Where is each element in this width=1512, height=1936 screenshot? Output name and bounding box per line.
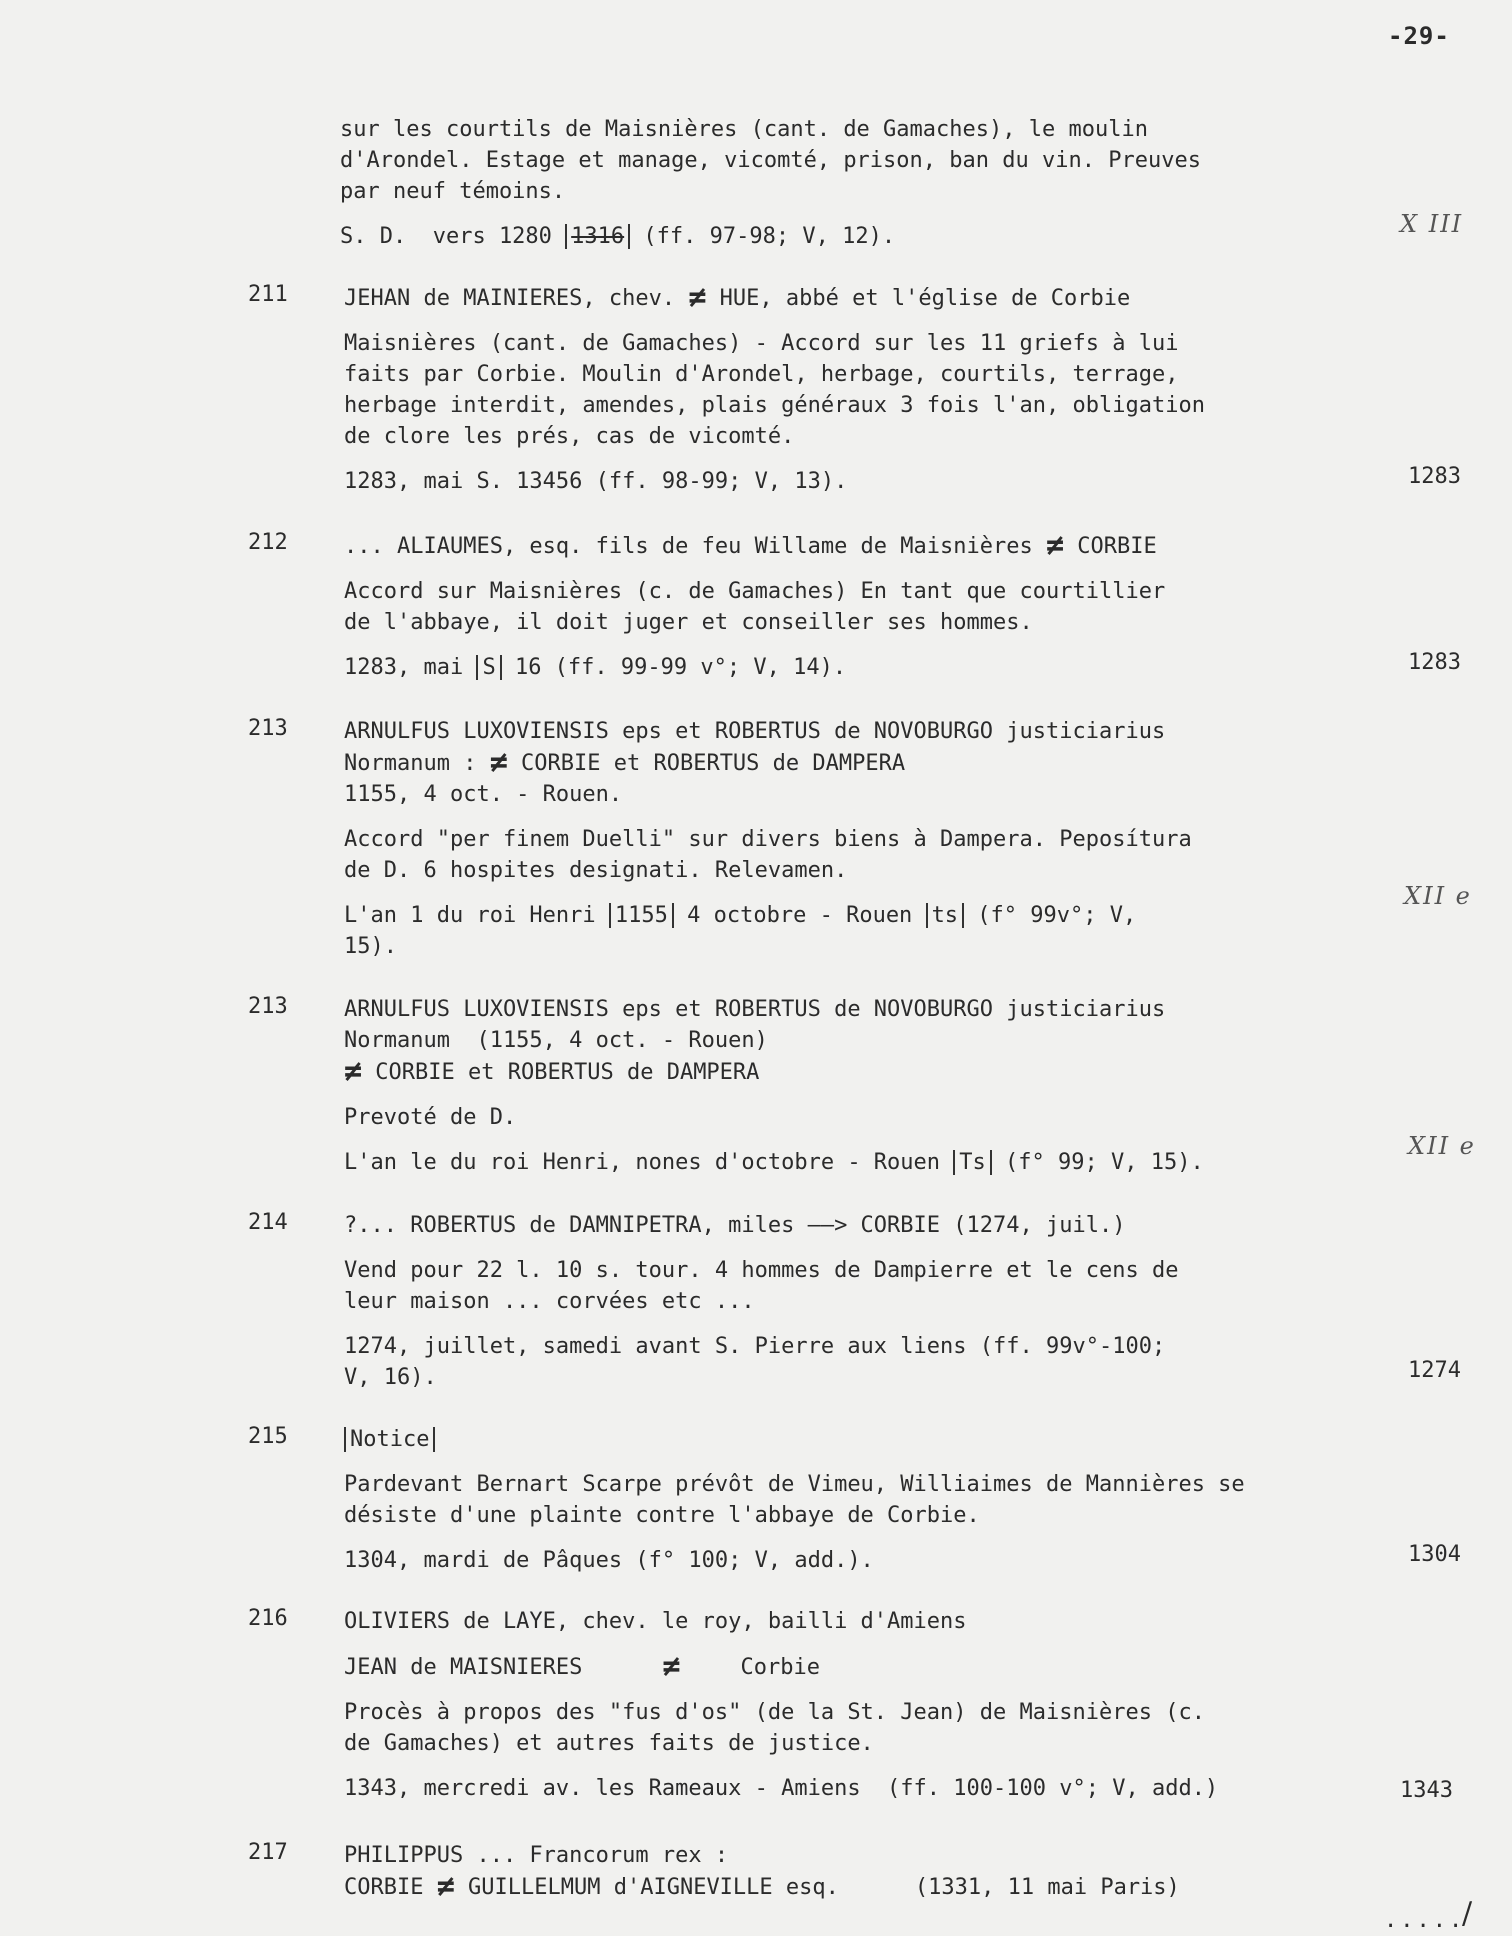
- margin-note: XII e: [1404, 882, 1472, 910]
- entry-heading: ARNULFUS LUXOVIENSIS eps et ROBERTUS de NOVOBURGO justiciarius: [344, 997, 1166, 1022]
- text-line: Procès à propos des "fus d'os" (de la St. Jean) de Maisnières (c.: [344, 1700, 1205, 1725]
- entry-heading: OLIVIERS de LAYE, chev. le roy, bailli d'Amiens: [344, 1609, 967, 1634]
- entry-heading: PHILIPPUS ... Francorum rex :: [344, 1843, 729, 1868]
- text-line: par neuf témoins.: [340, 179, 566, 204]
- entry-heading: Normanum (1155, 4 oct. - Rouen): [344, 1028, 768, 1053]
- entry-number: 217: [248, 1840, 288, 1865]
- entry-date: 1343, mercredi av. les Rameaux - Amiens (ff. 100-100 v°; V, add.): [344, 1776, 1219, 1801]
- text-line: Vend pour 22 l. 10 s. tour. 4 hommes de Dampierre et le cens de: [344, 1258, 1179, 1283]
- entry-number: 213: [248, 994, 288, 1019]
- entry-date: S. D. vers 1280 1316 (ff. 97-98; V, 12).: [340, 224, 896, 249]
- text-line: Accord "per finem Duelli" sur divers biens à Dampera. Peposítura: [344, 827, 1192, 852]
- text-line: de l'abbaye, il doit juger et conseiller ses hommes.: [344, 610, 1033, 635]
- margin-year: 1343: [1400, 1778, 1453, 1803]
- text-line: d'Arondel. Estage et manage, vicomté, prison, ban du vin. Preuves: [340, 148, 1201, 173]
- margin-note: XII e: [1408, 1132, 1476, 1160]
- entry-date: 1283, mai S. 13456 (ff. 98-99; V, 13).: [344, 469, 848, 494]
- entry-number: 211: [248, 282, 288, 307]
- text-line: Accord sur Maisnières (c. de Gamaches) En tant que courtillier: [344, 579, 1166, 604]
- entry-heading: ARNULFUS LUXOVIENSIS eps et ROBERTUS de NOVOBURGO justiciarius: [344, 719, 1166, 744]
- entry-heading: Notice: [344, 1424, 1364, 1455]
- entry-number: 212: [248, 530, 288, 555]
- entry-heading: ≠ CORBIE et ROBERTUS de DAMPERA: [344, 1054, 760, 1089]
- text-line: de D. 6 hospites designati. Relevamen.: [344, 858, 848, 883]
- entry-heading: Normanum : ≠ CORBIE et ROBERTUS de DAMPERA: [344, 745, 906, 780]
- text-line: sur les courtils de Maisnières (cant. de Gamaches), le moulin: [340, 117, 1148, 142]
- entry-heading: ... ALIAUMES, esq. fils de feu Willame de Maisnières ≠ CORBIE: [344, 528, 1157, 563]
- text-line: désiste d'une plainte contre l'abbaye de Corbie.: [344, 1503, 980, 1528]
- margin-note: X III: [1400, 210, 1464, 238]
- entry-date: V, 16).: [344, 1365, 437, 1390]
- entry-date: 1274, juillet, samedi avant S. Pierre aux liens (ff. 99v°-100;: [344, 1334, 1166, 1359]
- entry-heading: 1155, 4 oct. - Rouen.: [344, 782, 623, 807]
- margin-year: 1274: [1408, 1358, 1461, 1383]
- text-line: Prevoté de D.: [344, 1105, 517, 1130]
- text-line: Pardevant Bernart Scarpe prévôt de Vimeu, Williaimes de Mannières se: [344, 1472, 1245, 1497]
- continuation-slash: /: [1462, 1896, 1473, 1931]
- entry-number: 216: [248, 1606, 288, 1631]
- text-line: herbage interdit, amendes, plais généraux 3 fois l'an, obligation: [344, 393, 1205, 418]
- entry-number: 214: [248, 1210, 288, 1235]
- text-line: faits par Corbie. Moulin d'Arondel, herbage, courtils, terrage,: [344, 362, 1179, 387]
- entry-date: L'an 1 du roi Henri 1155 4 octobre - Rouen ts (f° 99v°; V,: [344, 903, 1137, 928]
- entry-heading: CORBIE ≠ GUILLELMUM d'AIGNEVILLE esq. (1331, 11 mai Paris): [344, 1869, 1180, 1904]
- entry-date: 15).: [344, 934, 397, 959]
- entry-date: L'an le du roi Henri, nones d'octobre - Rouen Ts (f° 99; V, 15).: [344, 1150, 1204, 1175]
- text-line: leur maison ... corvées etc ...: [344, 1289, 755, 1314]
- entry-heading: JEAN de MAISNIERES ≠ Corbie: [344, 1649, 820, 1684]
- page-number: -29-: [1388, 22, 1450, 50]
- text-line: de clore les prés, cas de vicomté.: [344, 424, 795, 449]
- entry-date: 1283, mai S 16 (ff. 99-99 v°; V, 14).: [344, 655, 847, 680]
- margin-year: 1283: [1408, 464, 1461, 489]
- continuation-dots: .....: [1384, 1908, 1466, 1933]
- entry-number: 215: [248, 1424, 288, 1449]
- entry-number: 213: [248, 716, 288, 741]
- entry-heading: JEHAN de MAINIERES, chev. ≠ HUE, abbé et l'église de Corbie: [344, 280, 1131, 315]
- margin-year: 1283: [1408, 650, 1461, 675]
- text-line: Maisnières (cant. de Gamaches) - Accord sur les 11 griefs à lui: [344, 331, 1179, 356]
- text-line: de Gamaches) et autres faits de justice.: [344, 1731, 874, 1756]
- entry-heading: ?... ROBERTUS de DAMNIPETRA, miles ——> CORBIE (1274, juil.): [344, 1213, 1126, 1238]
- margin-year: 1304: [1408, 1542, 1461, 1567]
- entry-date: 1304, mardi de Pâques (f° 100; V, add.).: [344, 1548, 874, 1573]
